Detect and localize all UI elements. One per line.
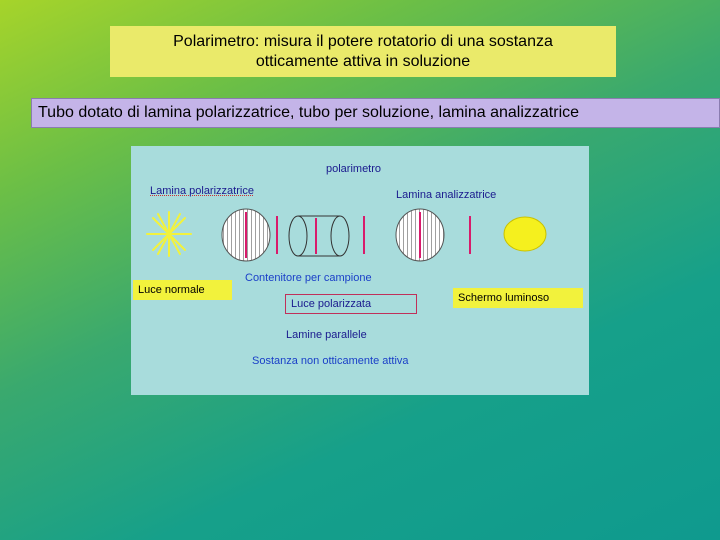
title-line-1: Polarimetro: misura il potere rotatorio di una sostanza [173, 32, 553, 50]
label-sostanza: Sostanza non otticamente attiva [252, 355, 409, 367]
sample-tube-icon [289, 216, 349, 256]
label-luce-normale: Luce normale [133, 280, 232, 300]
label-lamina-analizzatrice: Lamina analizzatrice [396, 189, 497, 201]
screen-icon [504, 217, 546, 251]
diagram-heading: polarimetro [326, 163, 382, 175]
label-schermo-luminoso: Schermo luminoso [453, 288, 583, 308]
label-contenitore: Contenitore per campione [245, 272, 372, 284]
polarizer-disc-icon [222, 209, 270, 261]
label-luce-polarizzata: Luce polarizzata [285, 294, 417, 314]
slide-title [110, 26, 616, 77]
analyzer-disc-icon [396, 209, 444, 261]
title-line-2: otticamente attiva in soluzione [255, 52, 471, 70]
polarimeter-diagram [131, 146, 589, 395]
slide-subtitle: Tubo dotato di lamina polarizzatrice, tubo per soluzione, lamina analizzatrice [31, 98, 720, 128]
light-source-icon [147, 212, 191, 256]
label-lamine-parallele: Lamine parallele [286, 329, 367, 341]
label-lamina-polarizzatrice: Lamina polarizzatrice [150, 185, 254, 197]
